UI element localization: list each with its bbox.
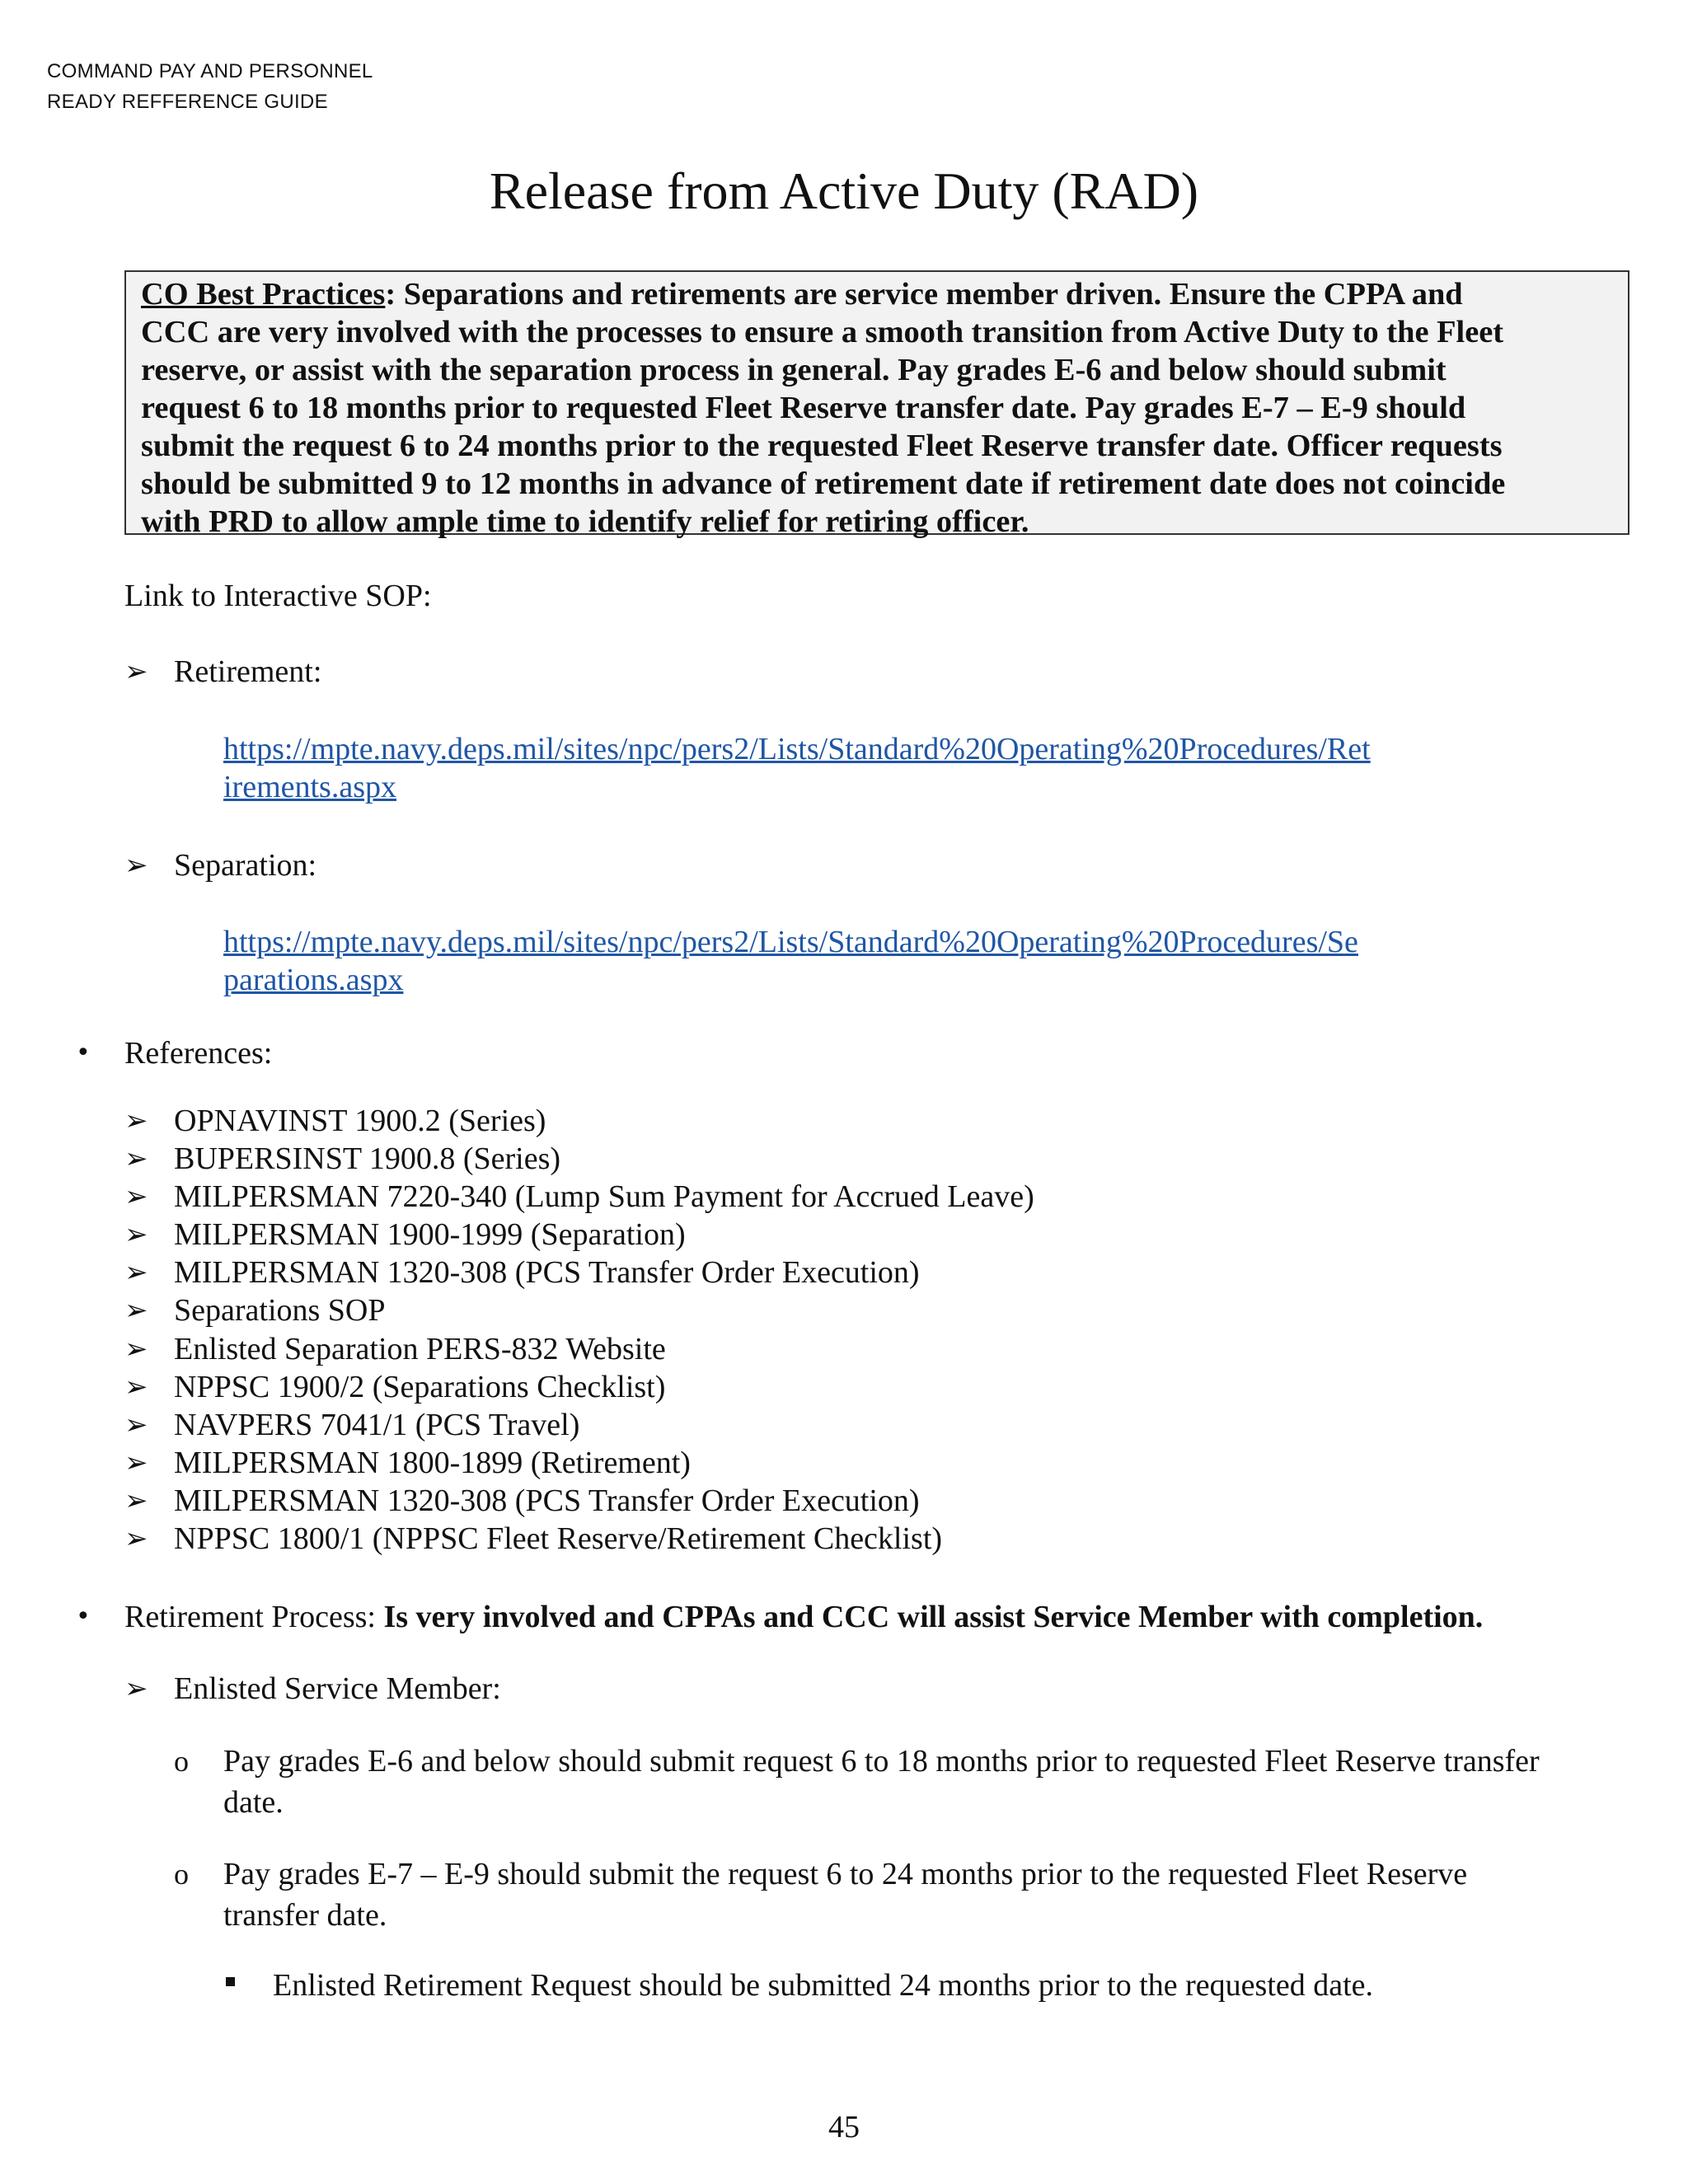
arrow-bullet-icon: ➢ [124, 1370, 148, 1404]
best-practices-line: CCC are very involved with the processes to ensure a smooth transition from Active Duty to the Fleet [141, 315, 1504, 349]
arrow-bullet-icon: ➢ [124, 1408, 148, 1441]
arrow-bullet-icon: ➢ [124, 1446, 148, 1479]
enlisted-member-label: Enlisted Service Member: [174, 1671, 501, 1706]
arrow-bullet-icon: ➢ [124, 1104, 148, 1137]
retirement-process [124, 1598, 1483, 1636]
arrow-bullet-icon: ➢ [124, 1332, 148, 1366]
arrow-bullet-icon: ➢ [124, 1522, 148, 1556]
arrow-bullet-icon: ➢ [124, 1142, 148, 1176]
best-practices-line: with PRD to allow ample time to identify relief for retiring officer. [141, 504, 1029, 539]
circle-bullet-icon: o [174, 1745, 189, 1778]
page-number: 45 [828, 2110, 860, 2144]
bullet-dot-icon: • [76, 1602, 91, 1631]
arrow-bullet-icon: ➢ [124, 1294, 148, 1328]
enlisted-request-note: Enlisted Retirement Request should be submitted 24 months prior to the requested date. [273, 1968, 1374, 2003]
retirement-sop-label: Retirement: [174, 654, 322, 689]
arrow-bullet-icon: ➢ [124, 1180, 148, 1214]
enlisted-e7-line-2: transfer date. [223, 1898, 387, 1933]
retirement-sop-link-cont[interactable]: irements.aspx [223, 770, 397, 804]
separation-sop-link[interactable]: https://mpte.navy.deps.mil/sites/npc/pers2/Lists/Standard%20Operating%20Procedures/Se [223, 925, 1358, 959]
enlisted-e6-line-1: Pay grades E-6 and below should submit request 6 to 18 months prior to requested Fleet Reserve transfer [223, 1744, 1540, 1779]
retirement-sop-link[interactable]: https://mpte.navy.deps.mil/sites/npc/pers2/Lists/Standard%20Operating%20Procedures/Ret [223, 732, 1371, 766]
best-practices-line: CO Best Practices: Separations and retirements are service member driven. Ensure the CPPA and [141, 277, 1463, 312]
best-practices-line: submit the request 6 to 24 months prior to the requested Fleet Reserve transfer date. Officer requests [141, 429, 1503, 463]
best-practices-lead: CO Best Practices [141, 277, 386, 312]
bullet-dot-icon: • [76, 1038, 91, 1067]
enlisted-e6-line-2: date. [223, 1785, 284, 1820]
page-title: Release from Active Duty (RAD) [489, 162, 1199, 220]
header-line-2: READY REFFERENCE GUIDE [47, 91, 328, 113]
retirement-process-label: Retirement Process: [124, 1600, 384, 1634]
arrow-bullet-icon: ➢ [124, 655, 148, 688]
square-bullet-icon [226, 1977, 235, 1986]
enlisted-e7-line-1: Pay grades E-7 – E-9 should submit the request 6 to 24 months prior to the requested Fleet Reserve [223, 1857, 1468, 1891]
best-practices-line: should be submitted 9 to 12 months in advance of retirement date if retirement date does not coincide [141, 466, 1506, 501]
running-header [47, 56, 373, 117]
arrow-bullet-icon: ➢ [124, 1218, 148, 1252]
arrow-bullet-icon: ➢ [124, 1483, 148, 1517]
sop-intro: Link to Interactive SOP: [124, 579, 432, 613]
retirement-process-emphasis: Is very involved and CPPAs and CCC will assist Service Member with completion. [383, 1600, 1484, 1634]
separation-sop-link-cont[interactable]: parations.aspx [223, 963, 404, 997]
header-line-1: COMMAND PAY AND PERSONNEL [47, 60, 373, 82]
references-label: References: [124, 1036, 273, 1071]
best-practices-line: request 6 to 18 months prior to requested Fleet Reserve transfer date. Pay grades E-7 – E-9 should [141, 391, 1466, 425]
arrow-bullet-icon: ➢ [124, 1672, 148, 1705]
circle-bullet-icon: o [174, 1858, 189, 1891]
best-practices-line: reserve, or assist with the separation process in general. Pay grades E-6 and below should submit [141, 353, 1447, 387]
document-page: COMMAND PAY AND PERSONNEL READY REFFERENCE GUIDE Release from Active Duty (RAD) CO Best Practices: Separations and retirements are service member driven. Ensure the CPPA and CCC are very involved with the processes to ensure a smooth transition from Active Duty to the Fleet reserve, or assist with the separation process in general. Pay grades E-6 and below should submit request 6 to 18 months prior to requested Fleet Reserve transfer date. Pay grades E-7 – E-9 should submit the request 6 to 24 months prior to the requested Fleet Reserve transfer date. Officer requests should be submitted 9 to 12 months in advance of retirement date if retirement date does not coincide with PRD to allow ample time to identify relief for retiring officer. Link to Interactive SOP: ➢ Retirement: https://mpte.navy.deps.mil/sites/npc/pers2/Lists/Standard%20Operating%20Procedures/Ret irements.aspx ➢ Separation: https://mpte.navy.deps.mil/sites/npc/pers2/Lists/Standard%20Operating%20Procedures/Se parations.aspx • References: ➢ OPNAVINST 1900.2 (Series) ➢ BUPERSINST 1900.8 (Series) ➢ MILPERSMAN 7220-340 (Lump Sum Payment for Accrued Leave) ➢ MILPERSMAN 1900-1999 (Separation) ➢ MILPERSMAN 1320-308 (PCS Transfer Order Execution) ➢ Separations SOP ➢ Enlisted Separation PERS-832 Website ➢ NPPSC 1900/2 (Separations Checklist) ➢ NAVPERS 7041/1 (PCS Travel) ➢ MILPERSMAN 1800-1899 (Retirement) ➢ MILPERSMAN 1320-308 (PCS Transfer Order Execution) ➢ NPPSC 1800/1 (NPPSC Fleet Reserve/Retirement Checklist) • Retirement Process: Is very involved and CPPAs and CCC will assist Service Member with completion. ➢ Enlisted Service Member: o Pay grades E-6 and below should submit request 6 to 18 months prior to requested Fleet Reserve transfer date. o Pay grades E-7 – E-9 should submit the request 6 to 24 months prior to the requested Fleet Reserve transfer date. Enlisted Retirement Request should be submitted 24 months prior to the requested date. 45 [0, 0, 1688, 2184]
arrow-bullet-icon: ➢ [124, 849, 148, 882]
separation-sop-label: Separation: [174, 848, 317, 883]
arrow-bullet-icon: ➢ [124, 1256, 148, 1290]
co-best-practices-box [124, 270, 1629, 539]
